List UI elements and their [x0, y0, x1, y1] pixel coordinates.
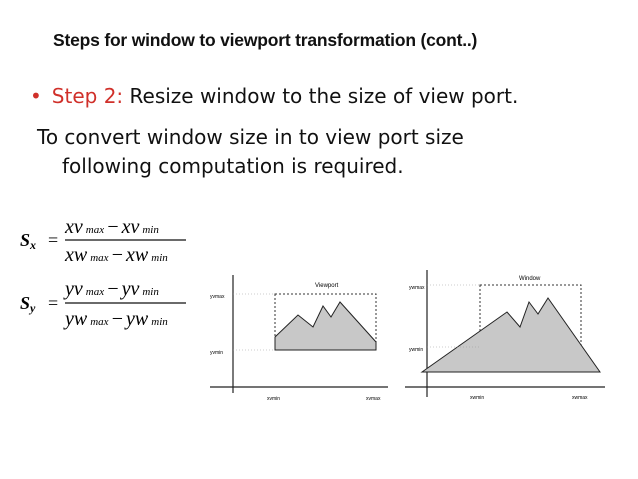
slide-title: Steps for window to viewport transformation (cont..) — [53, 30, 478, 50]
window-mountain-shape — [422, 298, 600, 372]
viewport-label: Viewport — [315, 283, 339, 289]
window-label: Window — [519, 276, 541, 282]
sx-formula — [20, 216, 186, 266]
paragraph-line-1: To convert window size in to view port size — [37, 125, 464, 149]
sy-equals: = — [48, 293, 59, 313]
window-y-max-label: ywmax — [409, 285, 425, 291]
sy-lhs: Sy — [20, 293, 36, 315]
viewport-y-min-label: yvmin — [210, 350, 224, 356]
scaling-formulas — [10, 205, 210, 350]
sx-numerator: xv max − xv min — [65, 216, 159, 238]
window-diagram — [400, 265, 615, 415]
paragraph-line-2: following computation is required. — [62, 154, 404, 178]
viewport-x-min-label: xvmin — [267, 396, 281, 402]
sy-formula — [20, 278, 186, 330]
bullet-dot-icon: • — [30, 84, 42, 108]
step-2-bullet — [30, 84, 518, 108]
sx-lhs: Sx — [20, 230, 37, 252]
viewport-mountain-shape — [275, 302, 376, 350]
viewport-y-max-label: yvmax — [210, 294, 225, 300]
sx-equals: = — [48, 230, 59, 250]
window-x-min-label: xwmin — [470, 395, 485, 401]
window-y-min-label: ywmin — [409, 347, 424, 353]
explanation-paragraph — [37, 123, 464, 181]
viewport-diagram — [200, 265, 400, 415]
sy-denominator: yw max − yw min — [65, 308, 168, 330]
window-x-max-label: xwmax — [572, 395, 588, 401]
step-label: Step 2: — [51, 84, 124, 108]
sy-numerator: yv max − yv min — [65, 278, 159, 300]
viewport-x-max-label: xvmax — [366, 396, 381, 402]
step-text: Resize window to the size of view port. — [123, 84, 519, 108]
sx-denominator: xw max − xw min — [65, 244, 168, 266]
